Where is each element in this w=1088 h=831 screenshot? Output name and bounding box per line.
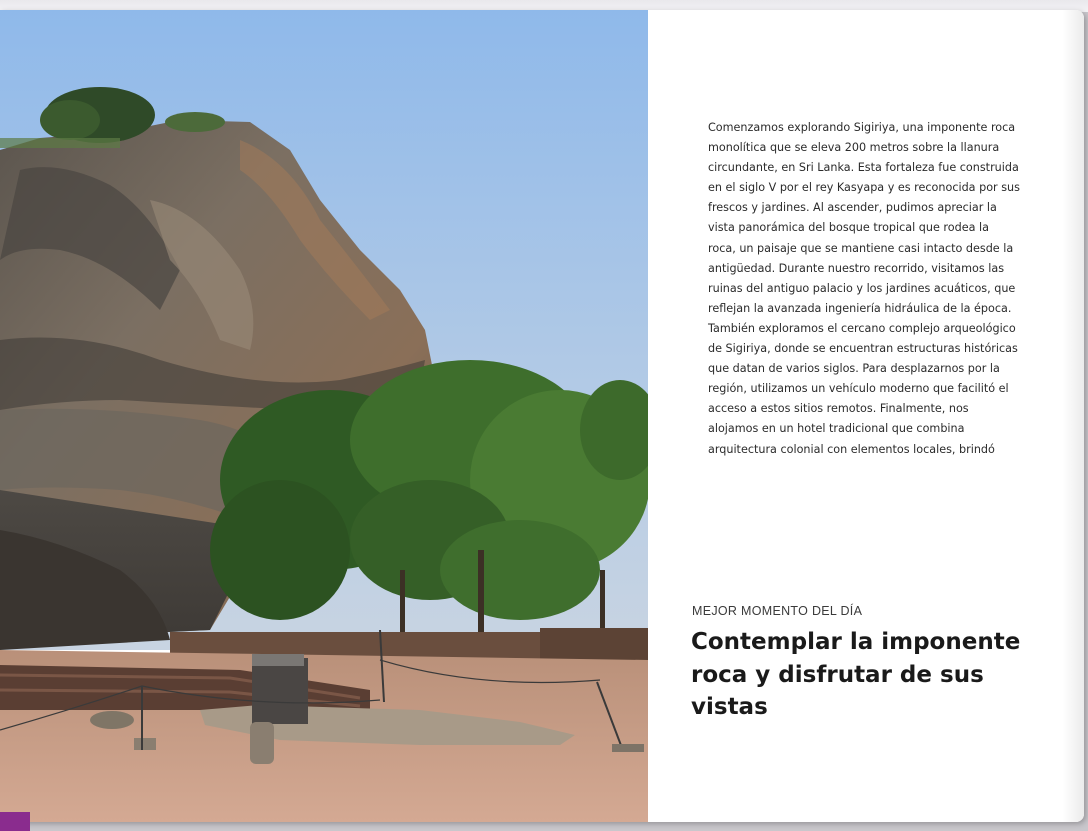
article-body: Comenzamos explorando Sigiriya, una imponente roca monolítica que se eleva 200 metros sobre la llanura circundante, en Sri Lanka. Esta fortaleza fue construida en el siglo V por el rey Kasyapa y es reconocida por sus frescos y jardines. Al ascender, pudimos apreciar la vista panorámica del bosque tropical que rodea la roca, un paisaje que se mantiene casi intacto desde la antigüedad. Durante nuestro recorrido, visitamos las ruinas del antiguo palacio y los jardines acuáticos, que reflejan la avanzada ingeniería hidráulica de la época. También exploramos el cercano complejo arqueológico de Sigiriya, donde se encuentran estructuras históricas que datan de varios siglos. Para desplazarnos por la región, utilizamos un vehículo moderno que facilitó el acceso a estos sitios remotos. Finalmente, nos alojamos en un hotel tradicional que combina arquitectura colonial con elementos locales, brindó [708,121,1020,456]
section-kicker: MEJOR MOMENTO DEL DÍA [692,604,863,618]
text-page [648,10,1084,822]
headline: Contemplar la imponente roca y disfrutar de sus vistas [691,629,1021,720]
purple-page-tab [0,812,30,831]
magazine-spread [0,10,1084,822]
page-shadow [1062,10,1084,822]
sigiriya-rock-photo [0,10,648,822]
